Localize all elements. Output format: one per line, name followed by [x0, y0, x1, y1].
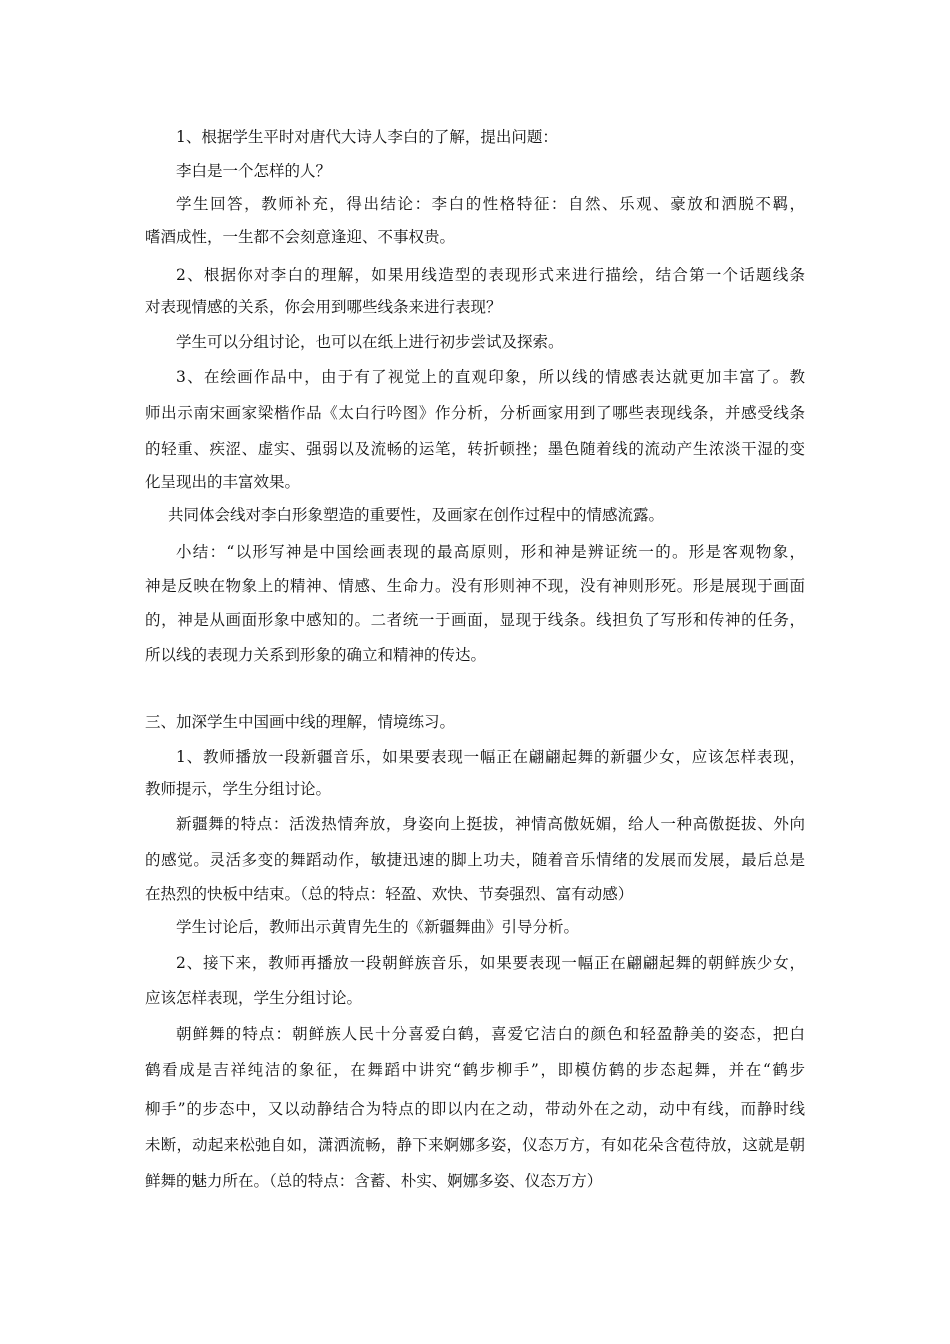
paragraph-question: 李白是一个怎样的人？: [176, 162, 332, 180]
paragraph-painting-line-2: 师出示南宋画家梁楷作品《太白行吟图》作分析，分析画家用到了哪些表现线条，并感受线条: [145, 404, 805, 422]
section-heading-3: 三、加深学生中国画中线的理解，情境练习。: [145, 713, 456, 731]
paragraph-question-intro: 1、根据学生平时对唐代大诗人李白的了解，提出问题：: [176, 128, 558, 146]
paragraph-answer-line-2: 嗜酒成性，一生都不会刻意逢迎、不事权贵。: [145, 228, 456, 246]
paragraph-korean-dance-line-2: 鹤看成是吉祥纯洁的象征，在舞蹈中讲究“鹤步柳手”，即模仿鹤的步态起舞，并在“鹤步: [145, 1061, 805, 1079]
paragraph-korean-question-line-1: 2、接下来，教师再播放一段朝鲜族音乐，如果要表现一幅正在翩翩起舞的朝鲜族少女，: [176, 954, 805, 972]
paragraph-summary-line-4: 所以线的表现力关系到形象的确立和精神的传达。: [145, 646, 487, 664]
paragraph-group-discussion: 学生可以分组讨论，也可以在纸上进行初步尝试及探索。: [176, 333, 564, 351]
paragraph-korean-dance-line-3: 柳手”的步态中，又以动静结合为特点的即以内在之动，带动外在之动，动中有线，而静时线: [145, 1100, 805, 1118]
paragraph-shared-experience: 共同体会线对李白形象塑造的重要性，及画家在创作过程中的情感流露。: [168, 506, 665, 524]
paragraph-line-question-line-2: 对表现情感的关系，你会用到哪些线条来进行表现？: [145, 298, 502, 316]
paragraph-xinjiang-dance-line-2: 的感觉。灵活多变的舞蹈动作，敏捷迅速的脚上功夫，随着音乐情绪的发展而发展，最后总是: [145, 851, 805, 869]
paragraph-summary-line-3: 的，神是从画面形象中感知的。二者统一于画面，显现于线条。线担负了写形和传神的任务，: [145, 611, 805, 629]
paragraph-summary-line-1: 小结：“以形写神是中国绘画表现的最高原则，形和神是辨证统一的。形是客观物象，: [176, 543, 805, 561]
paragraph-line-question-line-1: 2、根据你对李白的理解，如果用线造型的表现形式来进行描绘，结合第一个话题线条: [176, 266, 805, 284]
paragraph-painting-line-4: 化呈现出的丰富效果。: [145, 473, 301, 491]
paragraph-summary-line-2: 神是反映在物象上的精神、情感、生命力。没有形则神不现，没有神则形死。形是展现于画面: [145, 577, 805, 595]
paragraph-answer-line-1: 学生回答，教师补充，得出结论：李白的性格特征：自然、乐观、豪放和洒脱不羁，: [176, 195, 805, 213]
paragraph-xinjiang-dance-line-3: 在热烈的快板中结束。（总的特点：轻盈、欢快、节奏强烈、富有动感）: [145, 885, 634, 903]
paragraph-xinjiang-question-line-1: 1、教师播放一段新疆音乐，如果要表现一幅正在翩翩起舞的新疆少女，应该怎样表现，: [176, 748, 805, 766]
paragraph-painting-line-3: 的轻重、疾涩、虚实、强弱以及流畅的运笔，转折顿挫；墨色随着线的流动产生浓淡干湿的变: [145, 440, 805, 458]
paragraph-korean-dance-line-5: 鲜舞的魅力所在。（总的特点：含蓄、朴实、婀娜多姿、仪态万方）: [145, 1172, 603, 1190]
paragraph-xinjiang-dance-line-1: 新疆舞的特点：活泼热情奔放，身姿向上挺拔，神情高傲妩媚，给人一种高傲挺拔、外向: [176, 815, 805, 833]
paragraph-korean-question-line-2: 应该怎样表现，学生分组讨论。: [145, 989, 363, 1007]
paragraph-painting-line-1: 3、在绘画作品中，由于有了视觉上的直观印象，所以线的情感表达就更加丰富了。教: [176, 368, 805, 386]
paragraph-xinjiang-analysis: 学生讨论后，教师出示黄胄先生的《新疆舞曲》引导分析。: [176, 918, 580, 936]
paragraph-korean-dance-line-1: 朝鲜舞的特点：朝鲜族人民十分喜爱白鹤，喜爱它洁白的颜色和轻盈静美的姿态，把白: [176, 1025, 805, 1043]
paragraph-xinjiang-question-line-2: 教师提示，学生分组讨论。: [145, 780, 332, 798]
paragraph-korean-dance-line-4: 未断，动起来松弛自如，潇洒流畅，静下来婀娜多姿，仪态万方，有如花朵含苞待放，这就是朝: [145, 1136, 805, 1154]
